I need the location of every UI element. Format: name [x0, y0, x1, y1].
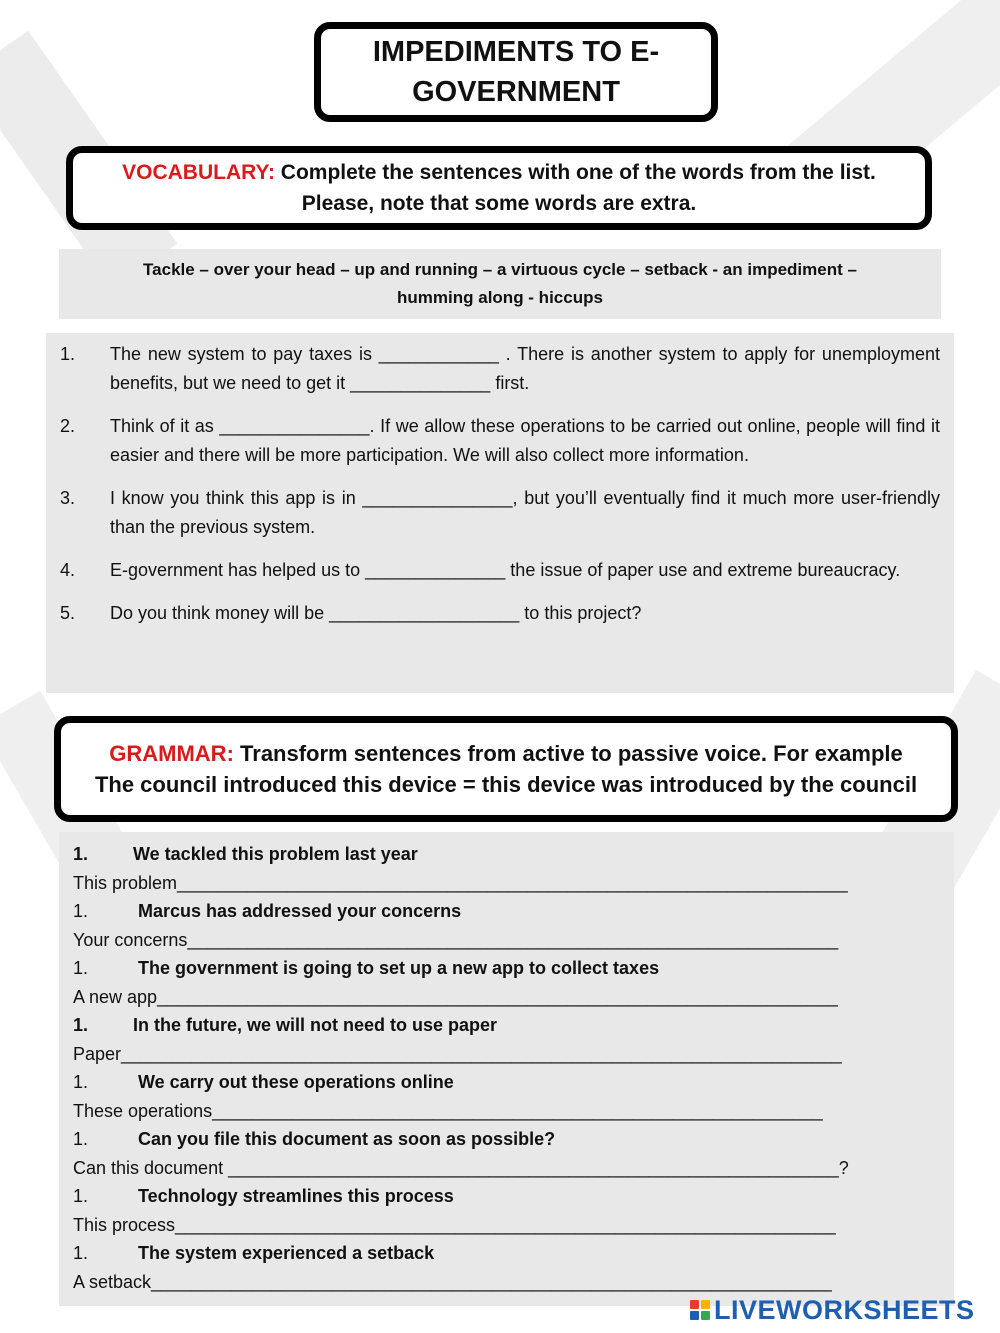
item-sentence[interactable]: I know you think this app is in _______________, but you’ll eventually find it much more user-friendly than the previous system. — [110, 488, 940, 537]
item-number: 1. — [73, 958, 89, 978]
grammar-exercise-list — [59, 832, 954, 1306]
word-bank-line: Tackle – over your head – up and running – a virtuous cycle – setback - an impediment – — [143, 260, 857, 279]
list-item — [60, 412, 940, 470]
question-text: We tackled this problem last year — [133, 844, 418, 864]
answer-line[interactable]: This process__________________________________________________________________ — [73, 1214, 836, 1235]
answer-line[interactable]: Can this document _____________________________________________________________? — [73, 1157, 849, 1178]
list-item — [60, 484, 940, 542]
grammar-label: GRAMMAR: — [109, 741, 234, 766]
item-number: 1. — [73, 1072, 89, 1092]
question-text: Technology streamlines this process — [138, 1186, 454, 1206]
word-bank — [59, 249, 941, 319]
question-text: We carry out these operations online — [138, 1072, 454, 1092]
item-number: 1. — [73, 844, 89, 864]
grammar-question — [73, 1011, 940, 1040]
item-number: 1. — [60, 344, 76, 364]
question-text: Can you file this document as soon as possible? — [138, 1129, 556, 1149]
item-sentence[interactable]: E-government has helped us to ______________ the issue of paper use and extreme bureaucracy. — [110, 560, 901, 580]
grammar-question — [73, 897, 940, 926]
grammar-question — [73, 1182, 940, 1211]
question-text: The government is going to set up a new app to collect taxes — [138, 958, 660, 978]
vocabulary-label: VOCABULARY: — [122, 161, 275, 184]
item-number: 1. — [73, 901, 89, 921]
grammar-question — [73, 954, 940, 983]
item-sentence[interactable]: Think of it as _______________. If we allow these operations to be carried out online, people will find it easier and there will be more participation. We will also collect more information. — [110, 416, 940, 465]
list-item — [60, 340, 940, 398]
grammar-question — [73, 1125, 940, 1154]
answer-line[interactable]: These operations_____________________________________________________________ — [73, 1100, 823, 1121]
logo-text: LIVEWORKSHEETS — [714, 1294, 975, 1325]
page-title-line: IMPEDIMENTS TO E- — [372, 36, 660, 68]
item-number: 1. — [73, 1015, 89, 1035]
grammar-example: The council introduced this device = this device was introduced by the council — [94, 772, 918, 797]
answer-line[interactable]: Paper________________________________________________________________________ — [73, 1043, 842, 1064]
grammar-instructions — [54, 716, 958, 822]
item-number: 1. — [73, 1129, 89, 1149]
item-number: 3. — [60, 488, 76, 508]
question-text: Marcus has addressed your concerns — [138, 901, 462, 921]
item-number: 1. — [73, 1186, 89, 1206]
vocabulary-instruction: Complete the sentences with one of the words from the list. — [280, 161, 876, 184]
question-text: In the future, we will not need to use paper — [133, 1015, 498, 1035]
word-bank-line: humming along - hiccups — [397, 288, 603, 307]
question-text: The system experienced a setback — [138, 1243, 435, 1263]
answer-line[interactable]: A new app____________________________________________________________________ — [73, 986, 838, 1007]
vocabulary-exercise-list — [46, 333, 954, 693]
item-number: 2. — [60, 416, 76, 436]
grammar-question — [73, 1068, 940, 1097]
item-number: 4. — [60, 560, 76, 580]
item-number: 1. — [73, 1243, 89, 1263]
answer-line[interactable]: A setback____________________________________________________________________ — [73, 1271, 832, 1292]
grammar-question — [73, 840, 940, 869]
item-number: 5. — [60, 603, 76, 623]
liveworksheets-logo — [690, 1294, 975, 1326]
item-sentence[interactable]: Do you think money will be ___________________ to this project? — [110, 603, 642, 623]
list-item — [60, 556, 940, 585]
grammar-instruction: Transform sentences from active to passive voice. For example — [240, 741, 903, 766]
grammar-question — [73, 1239, 940, 1268]
list-item — [60, 599, 940, 628]
vocabulary-instruction: Please, note that some words are extra. — [301, 192, 697, 215]
liveworksheets-logo-icon — [690, 1300, 710, 1320]
vocabulary-instructions — [66, 146, 932, 230]
answer-line[interactable]: Your concerns_________________________________________________________________ — [73, 929, 839, 950]
answer-line[interactable]: This problem___________________________________________________________________ — [73, 872, 848, 893]
page-title-line: GOVERNMENT — [412, 76, 620, 108]
item-sentence[interactable]: The new system to pay taxes is ____________ . There is another system to apply for unemployment benefits, but we need to get it ______________ first. — [110, 344, 940, 393]
page-title — [314, 22, 718, 122]
